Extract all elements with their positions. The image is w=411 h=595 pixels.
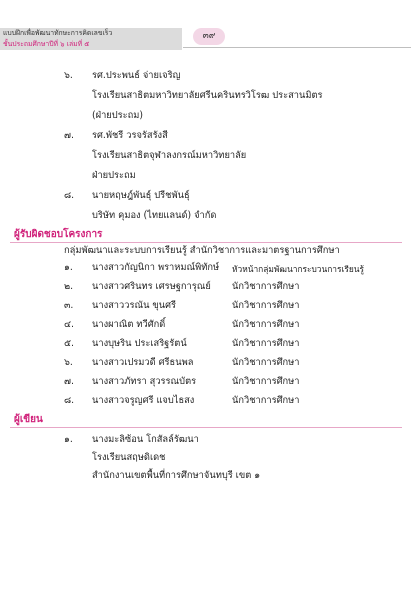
member-name: นางบุษริน ประเสริฐรัตน์ <box>92 338 187 349</box>
member-number: ๗. <box>64 376 74 387</box>
member-number: ๕. <box>64 338 74 349</box>
member-role: นักวิชาการศึกษา <box>232 300 300 311</box>
member-number: ๘. <box>64 395 75 406</box>
member-number: ๑. <box>64 262 73 273</box>
list-name: รศ.ประพนธ์ จ่ายเจริญ <box>92 70 181 81</box>
list-detail: ฝ่ายประถม <box>92 170 136 181</box>
list-number: ๗. <box>64 130 74 141</box>
member-role: นักวิชาการศึกษา <box>232 281 300 292</box>
list-number: ๘. <box>64 190 75 201</box>
member-number: ๓. <box>64 300 74 311</box>
member-role: นักวิชาการศึกษา <box>232 395 300 406</box>
list-name: รศ.พัชรี วรจรัสรังสี <box>92 130 168 141</box>
list-detail: โรงเรียนสาธิตมหาวิทยาลัยศรีนครินทรวิโรฒ ประสานมิตร <box>92 90 323 101</box>
member-name: นางสาวศรินทร เศรษฐการุณย์ <box>92 281 211 292</box>
member-role: นักวิชาการศึกษา <box>232 319 300 330</box>
list-detail: บริษัท คุมอง (ไทยแลนด์) จำกัด <box>92 210 217 221</box>
member-name: นางสาวกัญนิกา พราหมณ์พิทักษ์ <box>92 262 220 273</box>
member-name: นางผาณิต ทวีศักดิ์ <box>92 319 166 330</box>
member-role: หัวหน้ากลุ่มพัฒนากระบวนการเรียนรู้ <box>232 264 364 274</box>
section-divider <box>10 427 402 428</box>
writer-office: สำนักงานเขตพื้นที่การศึกษาจันทบุรี เขต ๑ <box>92 470 261 481</box>
section-heading-writer: ผู้เขียน <box>14 414 43 425</box>
member-name: นางสาวจรูญศรี แจบไธสง <box>92 395 195 406</box>
section-heading-responsible: ผู้รับผิดชอบโครงการ <box>14 229 103 240</box>
section-divider <box>10 242 402 243</box>
member-number: ๖. <box>64 357 73 368</box>
member-role: นักวิชาการศึกษา <box>232 357 300 368</box>
member-name: นางสาวเปรมวดี ศรีธนพล <box>92 357 194 368</box>
header-subtitle: ชั้นประถมศึกษาปีที่ ๖ เล่มที่ ๕ <box>3 40 90 48</box>
list-detail: (ฝ่ายประถม) <box>92 110 144 121</box>
writer-number: ๑. <box>64 434 73 445</box>
member-role: นักวิชาการศึกษา <box>232 338 300 349</box>
member-role: นักวิชาการศึกษา <box>232 376 300 387</box>
section-intro: กลุ่มพัฒนาและระบบการเรียนรู้ สำนักวิชาการและมาตรฐานการศึกษา <box>64 245 340 256</box>
page-number-badge: ๓๙ <box>193 28 225 45</box>
member-name: นางสาววรณัน ขุนศรี <box>92 300 176 311</box>
header-title: แบบฝึกเพื่อพัฒนาทักษะการคิดเลขเร็ว <box>3 29 113 37</box>
writer-name: นางมะลิซ้อน โกสัลล์รัฒนา <box>92 434 199 445</box>
member-number: ๔. <box>64 319 74 330</box>
member-name: นางสาวภัทรา สุวรรณบัตร <box>92 376 197 387</box>
list-number: ๖. <box>64 70 73 81</box>
writer-school: โรงเรียนสฤษดิเดช <box>92 452 166 463</box>
header-rule <box>183 47 411 48</box>
list-name: นายหฤษฎ์พันธุ์ ปรีชพันธุ์ <box>92 190 190 201</box>
list-detail: โรงเรียนสาธิตจุฬาลงกรณ์มหาวิทยาลัย <box>92 150 247 161</box>
member-number: ๒. <box>64 281 74 292</box>
